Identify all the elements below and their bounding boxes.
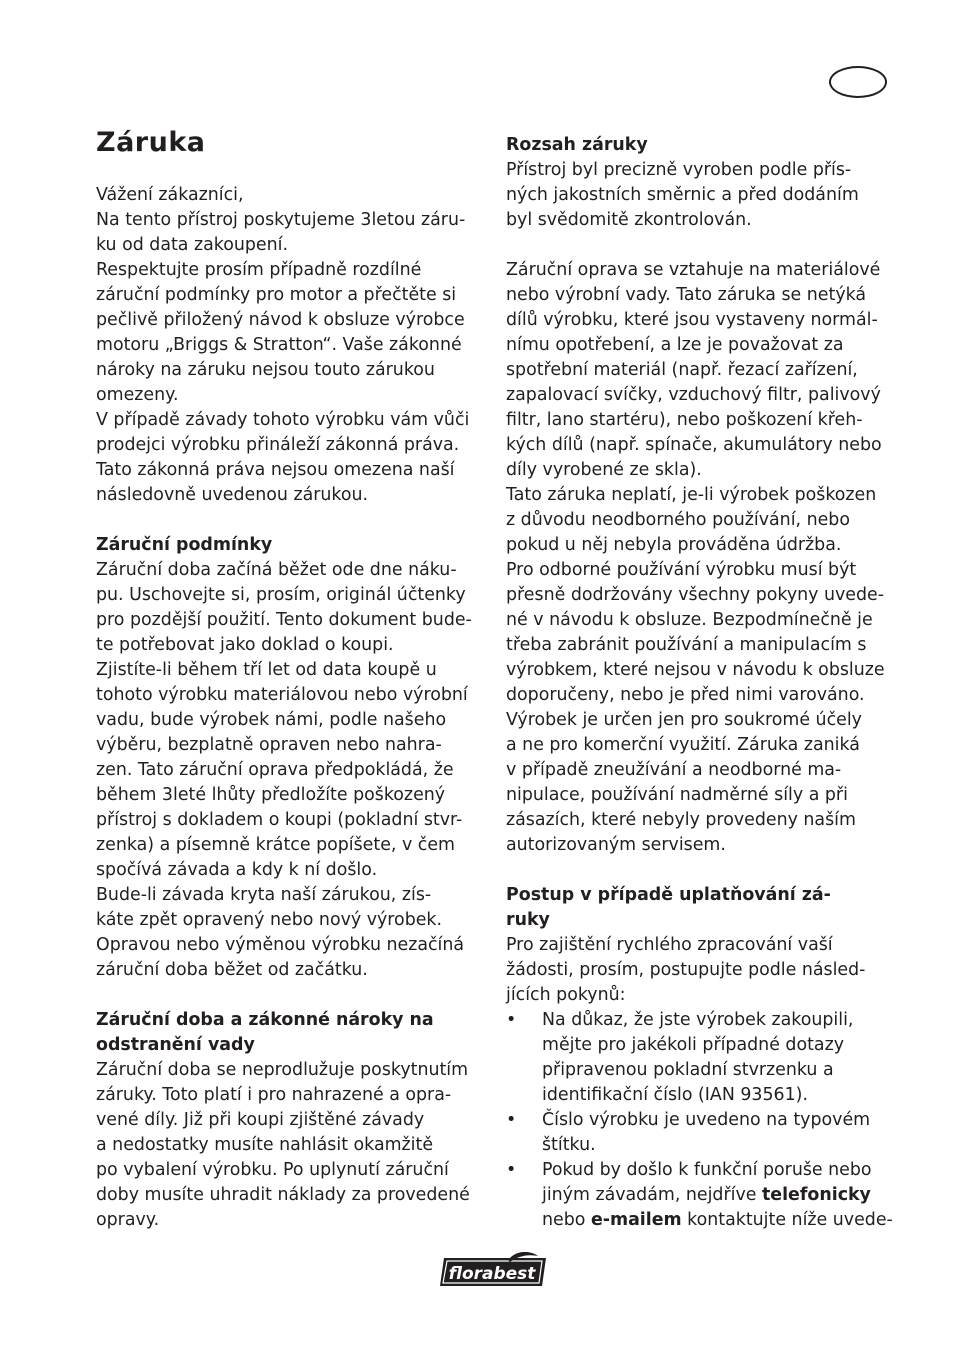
bullet-item: • Číslo výrobku je uvedeno na typovém štítku.: [506, 1110, 871, 1155]
page-title: Záruka: [96, 127, 206, 158]
text-line: Záruční oprava se vztahuje na materiálové: [506, 260, 881, 280]
florabest-logo: [438, 1252, 552, 1294]
text-line: přístroj s dokladem o koupi (pokladní stvr-: [96, 810, 463, 830]
section-heading: odstranění vady: [96, 1035, 255, 1055]
text-line: Tato záruka neplatí, je-li výrobek poškozen: [506, 485, 877, 505]
text-line: zen. Tato záruční oprava předpokládá, že: [96, 760, 454, 780]
text-line: Pro zajištění rychlého zpracování vaší: [506, 935, 833, 955]
text-line: a nedostatky musíte nahlásit okamžitě: [96, 1135, 434, 1155]
text-line: pečlivě přiložený návod k obsluze výrobce: [96, 310, 465, 330]
text-line: pro pozdější použití. Tento dokument bude-: [96, 610, 472, 630]
bullet-icon: •: [506, 1010, 517, 1030]
text-line: zásazích, které nebyly provedeny naším: [506, 810, 856, 830]
text-line: Respektujte prosím případně rozdílné: [96, 260, 422, 280]
section-heading: Rozsah záruky: [506, 135, 648, 155]
text-line: vadu, bude výrobek námi, podle našeho: [96, 710, 447, 730]
text-line: motoru „Briggs & Stratton“. Vaše zákonné: [96, 335, 462, 355]
blank-line: [506, 858, 893, 883]
text-line: nároky na záruku nejsou touto zárukou: [96, 360, 435, 380]
text-line: Tato zákonná práva nejsou omezena naší: [96, 460, 455, 480]
text-line: ných jakostních směrnic a před dodáním: [506, 185, 859, 205]
text-line: Zjistíte-li během tří let od data koupě u: [96, 660, 437, 680]
text-line: záruční podmínky pro motor a přečtěte si: [96, 285, 457, 305]
text-line: omezeny.: [96, 385, 179, 405]
text-line: Záruční doba začíná běžet ode dne náku-: [96, 560, 457, 580]
text-line: vené díly. Již při koupi zjištěné závady: [96, 1110, 425, 1130]
text-line: v případě zneužívání a neodborné ma-: [506, 760, 842, 780]
bullet-icon: •: [506, 1160, 517, 1180]
text-line: te potřebovat jako doklad o koupi.: [96, 635, 394, 655]
text-line: zapalovací svíčky, vzduchový filtr, palivový: [506, 385, 881, 405]
text-line: Na tento přístroj poskytujeme 3letou záru-: [96, 210, 466, 230]
text-line: žádosti, prosím, postupujte podle násled-: [506, 960, 866, 980]
text-line: filtr, lano startéru), nebo poškození křeh-: [506, 410, 863, 430]
text-line: třeba zabránit používání a manipulacím s: [506, 635, 867, 655]
text-line: Přístroj byl precizně vyroben podle přís-: [506, 160, 852, 180]
text-line: byl svědomitě zkontrolován.: [506, 210, 752, 230]
email-emphasis: e-mailem: [590, 1210, 682, 1230]
text-line: Záruční doba se neprodlužuje poskytnutím: [96, 1060, 469, 1080]
text-line: opravy.: [96, 1210, 160, 1230]
text-line: autorizovaným servisem.: [506, 835, 726, 855]
text-line: a ne pro komerční využití. Záruka zaniká: [506, 735, 860, 755]
text-line: z důvodu neodborného používání, nebo: [506, 510, 850, 530]
text-line: nebo výrobní vady. Tato záruka se netýká: [506, 285, 867, 305]
logo-text: florabest: [448, 1264, 536, 1284]
text-line: né v návodu k obsluze. Bezpodmínečně je: [506, 610, 873, 630]
text-line: spočívá závada a kdy k ní došlo.: [96, 860, 378, 880]
text-line: pokud u něj nebyla prováděna údržba.: [506, 535, 842, 555]
bullet-item: • Pokud by došlo k funkční poruše nebo jiným závadám, nejdříve telefonicky nebo e-mailem kontaktujte níže uvede-: [506, 1160, 893, 1230]
text-line: jících pokynů:: [506, 985, 626, 1005]
text-line: po vybalení výrobku. Po uplynutí záruční: [96, 1160, 449, 1180]
blank-line: [96, 508, 472, 533]
text-line: tohoto výrobku materiálovou nebo výrobní: [96, 685, 468, 705]
section-heading: ruky: [506, 910, 550, 930]
right-column: [506, 133, 893, 1233]
blank-line: [506, 233, 893, 258]
text-line: Vážení zákazníci,: [96, 185, 244, 205]
bullet-item: • Na důkaz, že jste výrobek zakoupili, mějte pro jakékoli případné dotazy připravenou pokladní stvrzenku a identifikační číslo (IAN 93561).: [506, 1010, 854, 1105]
text-line: nipulace, používání nadměrné síly a při: [506, 785, 848, 805]
text-line: záruční doba běžet od začátku.: [96, 960, 368, 980]
text-line: doby musíte uhradit náklady za provedené: [96, 1185, 470, 1205]
telefonicky-emphasis: telefonicky: [761, 1185, 871, 1205]
section-heading: Záruční doba a zákonné nároky na: [96, 1010, 434, 1030]
blank-line: [96, 983, 472, 1008]
text-line: káte zpět opravený nebo nový výrobek.: [96, 910, 443, 930]
text-line: pu. Uschovejte si, prosím, originál účtenky: [96, 585, 466, 605]
text-line: přesně dodržovány všechny pokyny uvede-: [506, 585, 885, 605]
left-column: [96, 183, 472, 1233]
text-line: následovně uvedenou zárukou.: [96, 485, 369, 505]
text-line: ku od data zakoupení.: [96, 235, 289, 255]
text-line: díly vyrobené ze skla).: [506, 460, 702, 480]
section-heading: Záruční podmínky: [96, 535, 273, 555]
language-badge: [829, 66, 887, 98]
text-line: dílů výrobku, které jsou vystaveny normál-: [506, 310, 878, 330]
text-line: zenka) a písemně krátce popíšete, v čem: [96, 835, 455, 855]
text-line: Pro odborné používání výrobku musí být: [506, 560, 857, 580]
text-line: nímu opotřebení, a lze je považovat za: [506, 335, 844, 355]
section-heading: Postup v případě uplatňování zá-: [506, 885, 831, 905]
text-line: spotřební materiál (např. řezací zařízení,: [506, 360, 858, 380]
text-line: V případě závady tohoto výrobku vám vůči: [96, 410, 470, 430]
text-line: doporučeny, nebo je před nimi varováno.: [506, 685, 865, 705]
text-line: prodejci výrobku přináleží zákonná práva.: [96, 435, 460, 455]
text-line: výrobkem, které nejsou v návodu k obsluze: [506, 660, 885, 680]
text-line: Opravou nebo výměnou výrobku nezačíná: [96, 935, 465, 955]
text-line: výběru, bezplatně opraven nebo nahra-: [96, 735, 442, 755]
text-line: kých dílů (např. spínače, akumulátory nebo: [506, 435, 882, 455]
bullet-icon: •: [506, 1110, 517, 1130]
text-line: během 3leté lhůty předložíte poškozený: [96, 785, 446, 805]
text-line: Bude-li závada kryta naší zárukou, zís-: [96, 885, 432, 905]
text-line: Výrobek je určen jen pro soukromé účely: [506, 710, 862, 730]
text-line: záruky. Toto platí i pro nahrazené a opra-: [96, 1085, 452, 1105]
